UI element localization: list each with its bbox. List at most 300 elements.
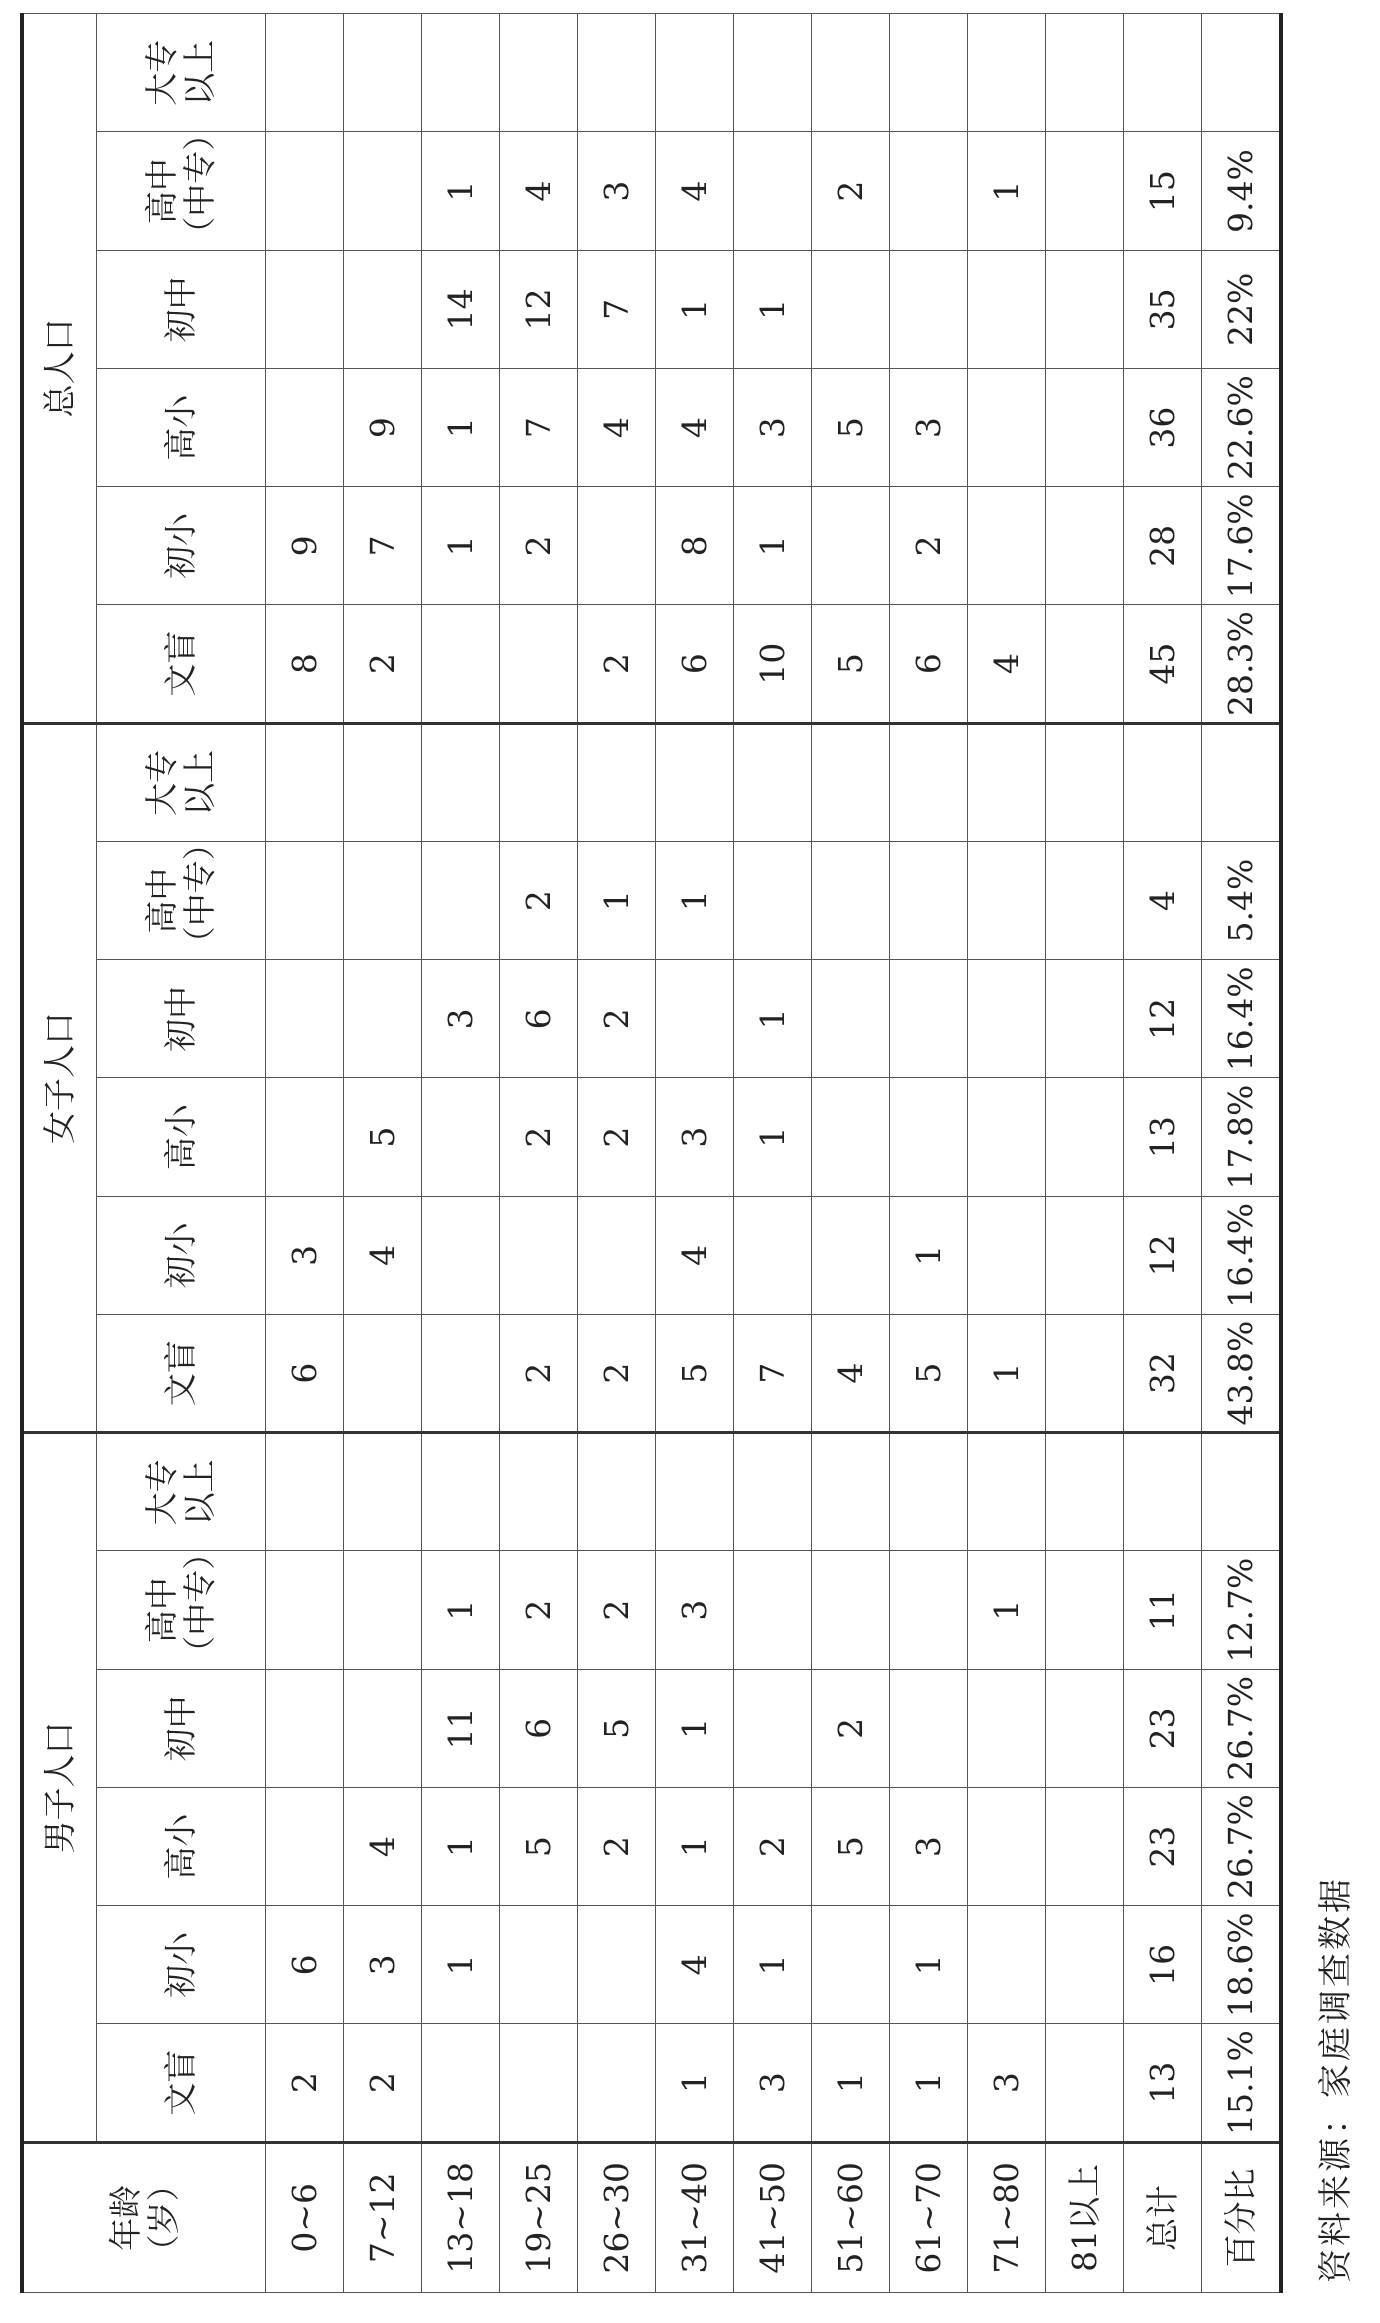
male-value-cell <box>1046 1551 1124 1669</box>
level-header-label <box>162 2050 200 2116</box>
level-line1: 高中 <box>142 158 182 225</box>
female-value-cell <box>968 1196 1046 1314</box>
female-value-cell: 5.4% <box>1202 841 1282 959</box>
male-value-cell <box>968 1787 1046 1905</box>
female-value-cell: 12 <box>1124 1196 1202 1314</box>
female-value-cell: 1 <box>578 841 656 959</box>
female-value-cell: 3 <box>656 1078 734 1196</box>
male-value-cell <box>422 1433 500 1551</box>
level-header-label <box>142 117 219 250</box>
total-value-cell: 7 <box>578 250 656 368</box>
level-header-label <box>162 1814 200 1880</box>
male-value-cell: 2 <box>734 1787 812 1905</box>
male-value-cell <box>344 1669 422 1787</box>
level-line1: 高小 <box>161 394 201 461</box>
age-cell: 71~80 <box>968 2142 1046 2292</box>
total-value-cell <box>266 14 344 132</box>
total-value-cell: 8 <box>656 487 734 605</box>
female-value-cell <box>1046 960 1124 1078</box>
total-value-cell: 3 <box>890 368 968 486</box>
total-value-cell: 1 <box>734 487 812 605</box>
age-cell: 百分比 <box>1202 2142 1282 2292</box>
female-value-cell: 1 <box>890 1196 968 1314</box>
age-cell: 13~18 <box>422 2142 500 2292</box>
female-value-cell <box>344 960 422 1078</box>
total-value-cell <box>1046 132 1124 250</box>
female-value-cell: 5 <box>890 1314 968 1432</box>
level-header <box>97 960 266 1078</box>
total-value-cell <box>422 605 500 723</box>
total-value-cell: 2 <box>812 132 890 250</box>
age-cell: 81以上 <box>1046 2142 1124 2292</box>
female-value-cell <box>968 960 1046 1078</box>
level-header-label <box>162 1222 200 1288</box>
level-header <box>97 250 266 368</box>
female-value-cell: 2 <box>500 1078 578 1196</box>
total-value-cell <box>968 250 1046 368</box>
female-value-cell <box>266 960 344 1078</box>
total-value-cell <box>734 14 812 132</box>
total-value-cell: 1 <box>422 487 500 605</box>
total-value-cell <box>1046 487 1124 605</box>
female-value-cell <box>968 841 1046 959</box>
total-value-cell <box>968 14 1046 132</box>
female-value-cell: 12 <box>1124 960 1202 1078</box>
total-value-cell: 1 <box>422 132 500 250</box>
male-value-cell: 1 <box>734 1906 812 2024</box>
male-value-cell: 11 <box>1124 1551 1202 1669</box>
total-value-cell: 8 <box>266 605 344 723</box>
female-value-cell <box>656 960 734 1078</box>
total-value-cell <box>500 14 578 132</box>
total-value-cell <box>422 14 500 132</box>
table-row <box>422 14 500 2293</box>
total-value-cell <box>812 14 890 132</box>
male-value-cell: 23 <box>1124 1669 1202 1787</box>
male-value-cell <box>1046 1906 1124 2024</box>
female-value-cell <box>266 723 344 841</box>
total-value-cell <box>1046 250 1124 368</box>
level-header <box>97 1433 266 1551</box>
male-value-cell <box>968 1669 1046 1787</box>
male-value-cell: 1 <box>656 1669 734 1787</box>
male-value-cell <box>1046 1787 1124 1905</box>
male-value-cell <box>500 2024 578 2142</box>
total-value-cell <box>1046 605 1124 723</box>
female-value-cell: 2 <box>500 1314 578 1432</box>
level-line2: 以上 <box>180 39 219 106</box>
male-value-cell <box>266 1669 344 1787</box>
male-value-cell: 1 <box>656 1787 734 1905</box>
female-value-cell <box>422 841 500 959</box>
female-value-cell <box>344 723 422 841</box>
female-value-cell: 7 <box>734 1314 812 1432</box>
table-row <box>1202 14 1282 2293</box>
male-value-cell: 5 <box>578 1669 656 1787</box>
male-value-cell: 3 <box>656 1551 734 1669</box>
total-value-cell <box>968 487 1046 605</box>
female-value-cell <box>812 841 890 959</box>
total-value-cell: 6 <box>890 605 968 723</box>
male-value-cell <box>500 1433 578 1551</box>
level-header <box>97 1787 266 1905</box>
male-value-cell: 1 <box>890 1906 968 2024</box>
male-value-cell: 1 <box>422 1906 500 2024</box>
total-value-cell <box>812 250 890 368</box>
total-value-cell: 9 <box>344 368 422 486</box>
female-value-cell: 4 <box>812 1314 890 1432</box>
level-header-label <box>162 276 200 342</box>
total-value-cell <box>344 14 422 132</box>
female-value-cell <box>890 723 968 841</box>
male-value-cell: 1 <box>422 1787 500 1905</box>
female-value-cell: 3 <box>422 960 500 1078</box>
total-value-cell <box>968 368 1046 486</box>
level-line1: 文盲 <box>161 2049 201 2116</box>
female-value-cell <box>578 723 656 841</box>
level-header <box>97 1669 266 1787</box>
source-note: 资料来源：家庭调查数据 <box>1316 1876 1356 2283</box>
level-line1: 文盲 <box>161 630 201 697</box>
male-value-cell: 1 <box>422 1551 500 1669</box>
female-value-cell <box>422 1314 500 1432</box>
male-value-cell <box>578 2024 656 2142</box>
level-header <box>97 1078 266 1196</box>
female-value-cell: 17.8% <box>1202 1078 1282 1196</box>
male-value-cell <box>1124 1433 1202 1551</box>
header-row-levels <box>97 14 266 2293</box>
level-line2: （中专） <box>180 827 219 960</box>
male-value-cell: 2 <box>500 1551 578 1669</box>
level-header-label <box>162 986 200 1052</box>
level-header <box>97 487 266 605</box>
male-value-cell: 26.7% <box>1202 1787 1282 1905</box>
male-value-cell <box>812 1433 890 1551</box>
female-value-cell <box>1202 723 1282 841</box>
total-value-cell <box>266 132 344 250</box>
female-value-cell: 3 <box>266 1196 344 1314</box>
female-value-cell <box>422 1078 500 1196</box>
table-row <box>266 14 344 2293</box>
male-value-cell <box>1046 2024 1124 2142</box>
male-value-cell <box>890 1433 968 1551</box>
female-value-cell: 16.4% <box>1202 960 1282 1078</box>
female-value-cell <box>578 1196 656 1314</box>
male-value-cell: 15.1% <box>1202 2024 1282 2142</box>
total-value-cell <box>266 250 344 368</box>
male-value-cell <box>500 1906 578 2024</box>
female-value-cell <box>344 1314 422 1432</box>
female-value-cell <box>890 960 968 1078</box>
female-value-cell <box>1046 1078 1124 1196</box>
male-value-cell <box>344 1551 422 1669</box>
female-value-cell <box>500 723 578 841</box>
female-value-cell <box>1046 1196 1124 1314</box>
level-header <box>97 827 266 960</box>
level-line2: 以上 <box>180 1459 219 1526</box>
total-value-cell <box>266 368 344 486</box>
table-row <box>812 14 890 2293</box>
level-header-label <box>142 1536 219 1669</box>
level-header <box>97 605 266 723</box>
level-header-label <box>142 827 219 960</box>
female-value-cell <box>812 960 890 1078</box>
table-row <box>344 14 422 2293</box>
age-cell: 0~6 <box>266 2142 344 2292</box>
male-value-cell: 1 <box>812 2024 890 2142</box>
level-header-label <box>162 1340 200 1406</box>
total-value-cell: 10 <box>734 605 812 723</box>
female-value-cell <box>1124 723 1202 841</box>
total-value-cell <box>1124 14 1202 132</box>
male-value-cell: 6 <box>266 1906 344 2024</box>
level-line1: 文盲 <box>161 1340 201 1407</box>
education-age-table <box>20 13 1283 2293</box>
female-value-cell <box>812 723 890 841</box>
female-value-cell: 4 <box>656 1196 734 1314</box>
female-value-cell: 43.8% <box>1202 1314 1282 1432</box>
female-value-cell: 5 <box>344 1078 422 1196</box>
male-value-cell: 4 <box>656 1906 734 2024</box>
level-line1: 大专 <box>142 749 182 816</box>
total-value-cell: 5 <box>812 605 890 723</box>
female-value-cell <box>1046 1314 1124 1432</box>
header-row-groups <box>22 14 97 2293</box>
male-value-cell <box>968 1906 1046 2024</box>
total-value-cell <box>890 14 968 132</box>
male-value-cell: 12.7% <box>1202 1551 1282 1669</box>
level-header <box>97 368 266 486</box>
total-value-cell: 4 <box>500 132 578 250</box>
total-value-cell <box>890 250 968 368</box>
total-value-cell: 4 <box>578 368 656 486</box>
female-value-cell <box>890 1078 968 1196</box>
male-value-cell <box>266 1787 344 1905</box>
female-value-cell: 13 <box>1124 1078 1202 1196</box>
female-value-cell <box>266 841 344 959</box>
male-value-cell <box>422 2024 500 2142</box>
female-value-cell: 1 <box>656 841 734 959</box>
total-value-cell <box>578 14 656 132</box>
level-header <box>97 723 266 841</box>
total-value-cell <box>734 132 812 250</box>
total-value-cell <box>1046 14 1124 132</box>
level-line1: 初小 <box>161 1931 201 1998</box>
total-value-cell <box>500 605 578 723</box>
total-value-cell <box>656 14 734 132</box>
female-value-cell: 1 <box>734 1078 812 1196</box>
total-value-cell: 1 <box>734 250 812 368</box>
age-cell: 总计 <box>1124 2142 1202 2292</box>
female-value-cell: 1 <box>734 960 812 1078</box>
total-value-cell <box>344 250 422 368</box>
female-value-cell <box>734 1196 812 1314</box>
level-header-label <box>162 513 200 579</box>
male-value-cell: 3 <box>734 2024 812 2142</box>
total-value-cell: 12 <box>500 250 578 368</box>
total-value-cell: 15 <box>1124 132 1202 250</box>
table-row <box>578 14 656 2293</box>
age-cell: 41~50 <box>734 2142 812 2292</box>
male-value-cell <box>734 1669 812 1787</box>
female-value-cell: 2 <box>578 1314 656 1432</box>
total-value-cell: 4 <box>656 132 734 250</box>
female-value-cell <box>344 841 422 959</box>
female-value-cell <box>812 1196 890 1314</box>
total-value-cell: 2 <box>344 605 422 723</box>
female-value-cell <box>1046 841 1124 959</box>
level-header-label <box>162 1932 200 1998</box>
total-value-cell: 1 <box>968 132 1046 250</box>
male-value-cell: 2 <box>578 1551 656 1669</box>
male-value-cell: 5 <box>500 1787 578 1905</box>
male-value-cell: 1 <box>890 2024 968 2142</box>
male-value-cell <box>968 1433 1046 1551</box>
male-value-cell: 26.7% <box>1202 1669 1282 1787</box>
male-value-cell: 16 <box>1124 1906 1202 2024</box>
female-value-cell <box>266 1078 344 1196</box>
total-value-cell <box>1046 368 1124 486</box>
total-value-cell: 22% <box>1202 250 1282 368</box>
female-value-cell: 4 <box>344 1196 422 1314</box>
level-line2: （中专） <box>180 117 219 250</box>
male-value-cell: 2 <box>344 2024 422 2142</box>
level-line1: 高小 <box>161 1813 201 1880</box>
male-value-cell: 2 <box>578 1787 656 1905</box>
table-row <box>500 14 578 2293</box>
total-value-cell: 5 <box>812 368 890 486</box>
total-value-cell: 14 <box>422 250 500 368</box>
male-value-cell <box>344 1433 422 1551</box>
level-line2: 以上 <box>180 749 219 816</box>
total-value-cell: 22.6% <box>1202 368 1282 486</box>
male-value-cell <box>578 1906 656 2024</box>
male-value-cell <box>656 1433 734 1551</box>
level-line1: 大专 <box>142 39 182 106</box>
total-value-cell: 1 <box>656 250 734 368</box>
level-header <box>97 1906 266 2024</box>
total-group-header: 总人口 <box>22 14 97 724</box>
male-value-cell: 13 <box>1124 2024 1202 2142</box>
total-value-cell: 2 <box>890 487 968 605</box>
age-header <box>22 2142 266 2292</box>
age-cell: 31~40 <box>656 2142 734 2292</box>
age-header-label <box>107 2168 183 2267</box>
total-value-cell: 17.6% <box>1202 487 1282 605</box>
total-value-cell: 2 <box>500 487 578 605</box>
level-header-label <box>162 631 200 697</box>
level-header-label <box>143 750 219 816</box>
total-value-cell: 45 <box>1124 605 1202 723</box>
male-value-cell: 6 <box>500 1669 578 1787</box>
level-header <box>97 117 266 250</box>
level-header <box>97 2024 266 2142</box>
male-value-cell <box>578 1433 656 1551</box>
female-group-header: 女子人口 <box>22 723 97 1433</box>
table-row <box>1046 14 1124 2293</box>
female-value-cell: 16.4% <box>1202 1196 1282 1314</box>
total-value-cell: 9.4% <box>1202 132 1282 250</box>
female-value-cell <box>890 841 968 959</box>
total-value-cell: 4 <box>968 605 1046 723</box>
female-value-cell: 32 <box>1124 1314 1202 1432</box>
total-value-cell: 3 <box>578 132 656 250</box>
male-value-cell <box>1046 1433 1124 1551</box>
age-cell: 7~12 <box>344 2142 422 2292</box>
male-value-cell: 3 <box>890 1787 968 1905</box>
male-value-cell: 4 <box>344 1787 422 1905</box>
female-value-cell <box>500 1196 578 1314</box>
female-value-cell <box>812 1078 890 1196</box>
total-value-cell: 35 <box>1124 250 1202 368</box>
female-value-cell: 2 <box>578 1078 656 1196</box>
level-line1: 高小 <box>161 1104 201 1171</box>
male-value-cell: 2 <box>266 2024 344 2142</box>
level-header-label <box>143 40 219 106</box>
level-header <box>97 1314 266 1432</box>
total-value-cell: 7 <box>500 368 578 486</box>
male-value-cell <box>812 1906 890 2024</box>
level-header <box>97 1196 266 1314</box>
total-value-cell <box>890 132 968 250</box>
level-line1: 大专 <box>142 1459 182 1526</box>
level-line1: 高中 <box>142 867 182 934</box>
female-value-cell <box>422 1196 500 1314</box>
table-row <box>734 14 812 2293</box>
male-value-cell <box>890 1551 968 1669</box>
female-value-cell: 1 <box>968 1314 1046 1432</box>
level-line1: 初中 <box>161 1695 201 1762</box>
male-value-cell <box>266 1551 344 1669</box>
total-value-cell: 7 <box>344 487 422 605</box>
female-value-cell <box>422 723 500 841</box>
total-value-cell: 28.3% <box>1202 605 1282 723</box>
age-cell: 61~70 <box>890 2142 968 2292</box>
total-value-cell: 2 <box>578 605 656 723</box>
age-cell: 19~25 <box>500 2142 578 2292</box>
total-value-cell: 28 <box>1124 487 1202 605</box>
female-value-cell: 2 <box>578 960 656 1078</box>
female-value-cell: 2 <box>500 841 578 959</box>
total-value-cell <box>1202 14 1282 132</box>
age-cell: 51~60 <box>812 2142 890 2292</box>
table-row <box>890 14 968 2293</box>
age-cell: 26~30 <box>578 2142 656 2292</box>
total-value-cell: 4 <box>656 368 734 486</box>
female-value-cell: 6 <box>266 1314 344 1432</box>
male-value-cell <box>1202 1433 1282 1551</box>
table-row <box>968 14 1046 2293</box>
age-header-line1: 年龄 <box>105 2184 145 2251</box>
table-row <box>1124 14 1202 2293</box>
male-value-cell: 11 <box>422 1669 500 1787</box>
male-value-cell <box>734 1551 812 1669</box>
female-value-cell: 4 <box>1124 841 1202 959</box>
level-header-label <box>162 1104 200 1170</box>
level-header-label <box>143 1459 219 1525</box>
female-value-cell <box>734 723 812 841</box>
male-value-cell: 5 <box>812 1787 890 1905</box>
male-value-cell <box>812 1551 890 1669</box>
female-value-cell <box>1046 723 1124 841</box>
level-line2: （中专） <box>180 1536 219 1669</box>
total-value-cell <box>812 487 890 605</box>
female-value-cell: 5 <box>656 1314 734 1432</box>
level-header <box>97 1536 266 1669</box>
female-value-cell <box>968 1078 1046 1196</box>
total-value-cell: 36 <box>1124 368 1202 486</box>
total-value-cell: 3 <box>734 368 812 486</box>
